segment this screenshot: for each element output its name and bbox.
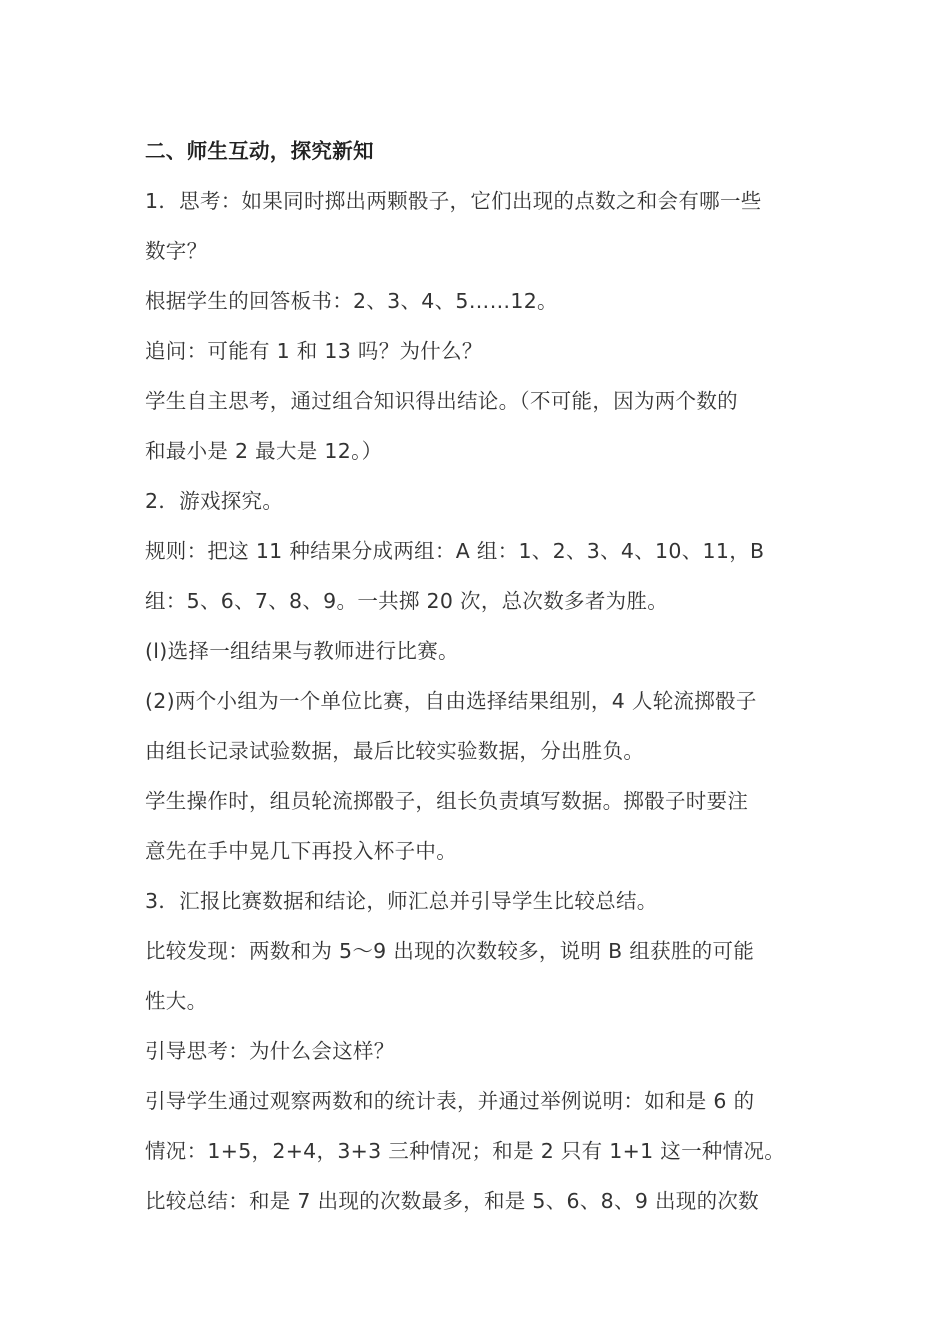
text-line-rules: 规则：把这 11 种结果分成两组：A 组：1、2、3、4、10、11，B bbox=[145, 539, 765, 563]
text-line-follow-up-question: 追问：可能有 1 和 13 吗？为什么？ bbox=[145, 339, 483, 363]
text-line-guide-students-cont: 情况：1+5，2+4，3+3 三种情况；和是 2 只有 1+1 这一种情况。 bbox=[145, 1139, 786, 1163]
document-page bbox=[145, 126, 810, 1226]
text-line-student-operation: 学生操作时，组员轮流掷骰子，组长负责填写数据。掷骰子时要注 bbox=[145, 789, 749, 813]
text-line-step-2-cont: 由组长记录试验数据，最后比较实验数据，分出胜负。 bbox=[145, 739, 645, 763]
text-line-step-2: (2)两个小组为一个单位比赛，自由选择结果组别，4 人轮流掷骰子 bbox=[145, 689, 757, 713]
text-line-guide-students: 引导学生通过观察两数和的统计表，并通过举例说明：如和是 6 的 bbox=[145, 1089, 755, 1113]
text-line-think-question: 1．思考：如果同时掷出两颗骰子，它们出现的点数之和会有哪一些 bbox=[145, 189, 762, 213]
text-line-student-thinking-cont: 和最小是 2 最大是 12。） bbox=[145, 439, 383, 463]
text-line-board-writing: 根据学生的回答板书：2、3、4、5……12。 bbox=[145, 289, 558, 313]
text-line-game-explore: 2．游戏探究。 bbox=[145, 489, 284, 513]
section-heading: 二、师生互动，探究新知 bbox=[145, 139, 374, 163]
text-line-student-operation-cont: 意先在手中晃几下再投入杯子中。 bbox=[145, 839, 457, 863]
text-line-step-1: (l)选择一组结果与教师进行比赛。 bbox=[145, 639, 459, 663]
text-line-comparison-finding: 比较发现：两数和为 5～9 出现的次数较多，说明 B 组获胜的可能 bbox=[145, 939, 755, 963]
text-line-rules-cont: 组：5、6、7、8、9。一共掷 20 次，总次数多者为胜。 bbox=[145, 589, 669, 613]
text-line-guided-thinking: 引导思考：为什么会这样？ bbox=[145, 1039, 395, 1063]
text-line-comparison-finding-cont: 性大。 bbox=[145, 989, 208, 1013]
text-line-summary: 比较总结：和是 7 出现的次数最多，和是 5、6、8、9 出现的次数 bbox=[145, 1189, 759, 1213]
text-line-report: 3．汇报比赛数据和结论，师汇总并引导学生比较总结。 bbox=[145, 889, 658, 913]
text-line-student-thinking: 学生自主思考，通过组合知识得出结论。（不可能，因为两个数的 bbox=[145, 389, 738, 413]
text-line-think-question-cont: 数字？ bbox=[145, 239, 208, 263]
